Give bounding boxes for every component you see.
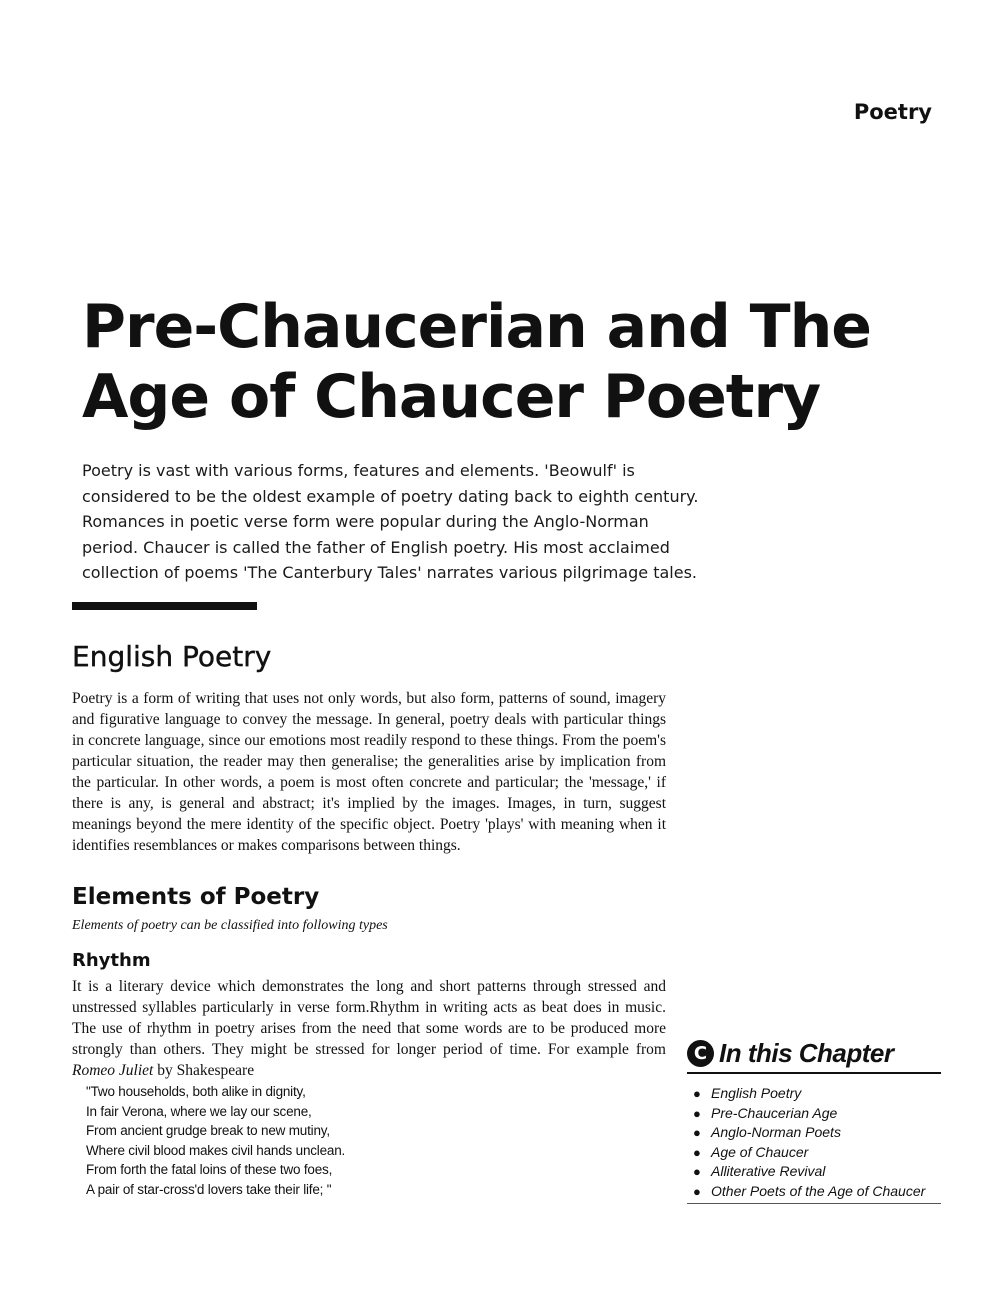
quote-block: [86, 1082, 506, 1199]
chapter-topic-item: [687, 1182, 941, 1202]
chapter-topic-label: Age of Chaucer: [711, 1143, 809, 1160]
bullet-icon: ●: [693, 1086, 701, 1101]
running-head: Poetry: [853, 100, 932, 124]
quote-line: In fair Verona, where we lay our scene,: [86, 1103, 312, 1119]
quote-line: Where civil blood makes civil hands unclean.: [86, 1142, 346, 1158]
chapter-topic-item: [687, 1123, 941, 1143]
rhythm-paragraph: [72, 976, 666, 1081]
chapter-title: [82, 292, 882, 432]
rhythm-text-end: by Shakespeare: [153, 1062, 255, 1079]
work-title: Romeo Juliet: [72, 1062, 154, 1079]
quote-line: From forth the fatal loins of these two foes,: [86, 1162, 333, 1177]
chapter-topic-item: [687, 1104, 941, 1124]
bullet-icon: ●: [693, 1105, 701, 1121]
quote-line: From ancient grudge break to new mutiny,: [86, 1123, 330, 1138]
chapter-title-line-1: Pre-Chaucerian and The: [82, 292, 871, 362]
bullet-icon: ●: [693, 1164, 701, 1179]
chapter-topic-label: Pre-Chaucerian Age: [711, 1104, 838, 1121]
bullet-icon: ●: [693, 1183, 701, 1199]
chapter-topic-label: English Poetry: [711, 1085, 802, 1101]
english-poetry-paragraph: Poetry is a form of writing that uses not only words, but also form, patterns of sound, imagery and figurative language to convey the message. In general, poetry deals with particular things in concrete language, since our emotions most readily respond to these things. From the poem's particular situation, the reader may then generalise; the generalities arise by implication from the particular. In other words, a poem is most often concrete and particular; the 'message,' if there is any, is general and abstract; it's implied by the images. Images, in turn, suggest meanings beyond the mere identity of the specific object. Poetry 'plays' with meaning when it identifies resemblances or makes comparisons between things.: [72, 690, 666, 854]
chapter-topic-item: [687, 1143, 941, 1163]
chapter-topic-item: [687, 1084, 941, 1104]
rhythm-text-start: It is a literary device which demonstrates the long and short patterns through stressed and unstressed syllables particularly in verse form.Rhythm in writing acts as beat does in music. The use of rhythm in poetry arises from the need that some words are to be produced more strongly than others. They might be stressed for longer period of time. For example from: [72, 978, 666, 1058]
sidebar-title: In this Chapter: [719, 1038, 894, 1068]
heading-elements-of-poetry: Elements of Poetry: [72, 884, 320, 910]
chapter-c-icon: C: [687, 1040, 714, 1067]
intro-paragraph: Poetry is vast with various forms, features and elements. 'Beowulf' is considered to be the oldest example of poetry dating back to eighth century. Romances in poetic verse form were popular during the Anglo-Norman period. Chaucer is called the father of English poetry. His most acclaimed collection of poems 'The Canterbury Tales' narrates various pilgrimage tales.: [82, 461, 699, 582]
heading-rhythm: Rhythm: [72, 950, 151, 971]
section-divider: [72, 602, 257, 610]
elements-subtitle: Elements of poetry can be classified into following types: [72, 918, 388, 933]
bullet-icon: ●: [693, 1144, 701, 1160]
quote-line: A pair of star-cross'd lovers take their life; ": [86, 1181, 332, 1197]
chapter-topic-item: [687, 1162, 941, 1182]
quote-line: "Two households, both alike in dignity,: [86, 1084, 306, 1099]
chapter-topic-label: Alliterative Revival: [711, 1163, 826, 1179]
bullet-icon: ●: [693, 1125, 701, 1140]
chapter-topic-label: Other Poets of the Age of Chaucer: [711, 1182, 926, 1199]
chapter-topic-list: [687, 1084, 941, 1204]
heading-english-poetry: English Poetry: [72, 640, 272, 673]
chapter-title-line-2: Age of Chaucer Poetry: [82, 362, 821, 432]
sidebar-header: [687, 1038, 941, 1074]
in-this-chapter-box: [687, 1038, 941, 1204]
chapter-topic-label: Anglo-Norman Poets: [711, 1124, 841, 1140]
